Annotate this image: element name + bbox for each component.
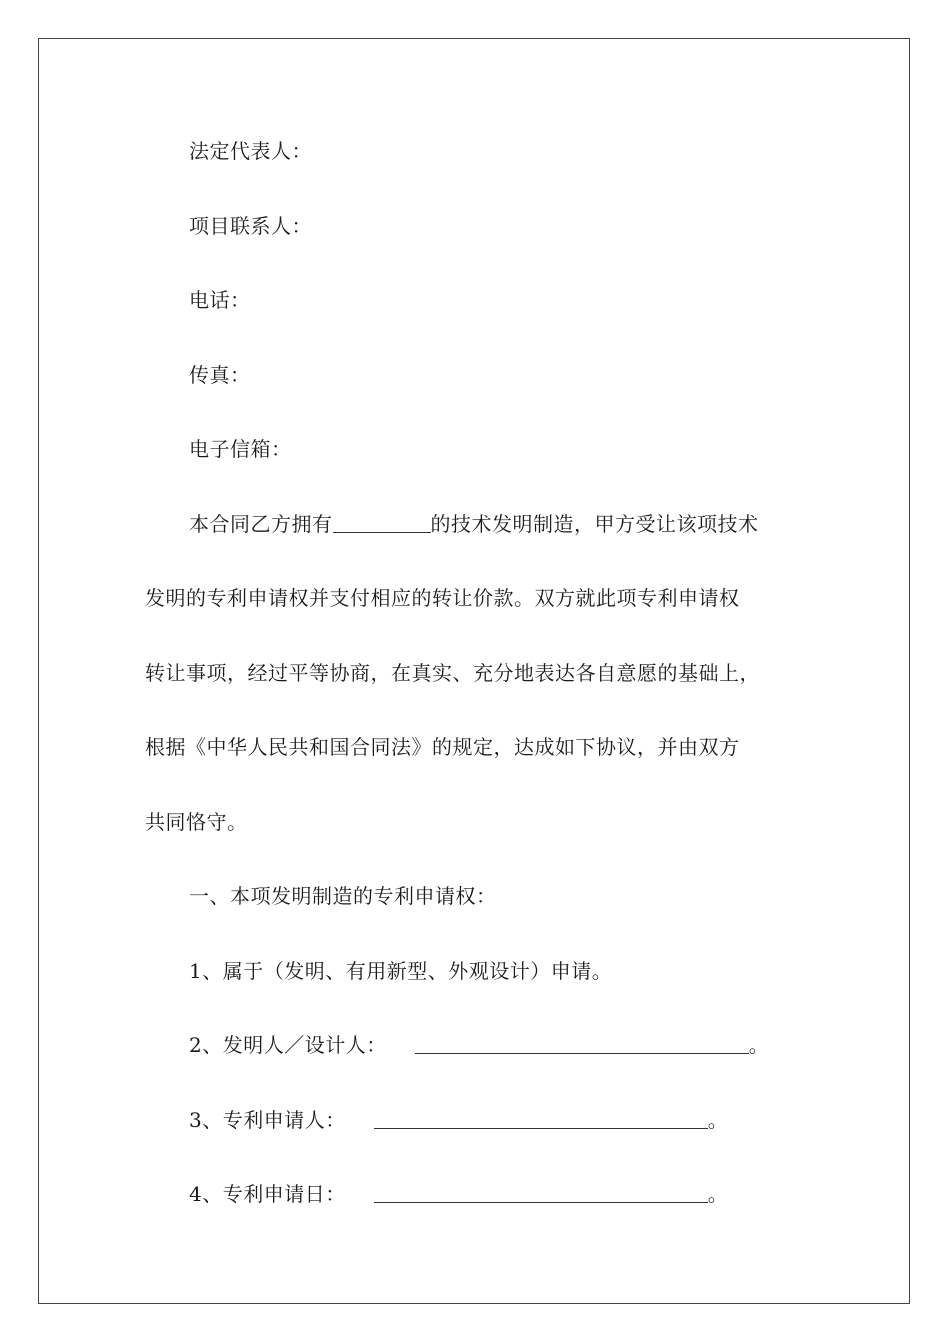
legal-representative-field: 法定代表人： bbox=[189, 139, 312, 163]
application-date-label: 4、专利申请日： bbox=[189, 1182, 346, 1206]
applicant-blank bbox=[374, 1100, 708, 1129]
phone-field: 电话： bbox=[189, 288, 251, 312]
intro-line-3: 转让事项，经过平等协商，在真实、充分地表达各自意愿的基础上， bbox=[145, 660, 760, 685]
section-1-item-4 bbox=[145, 1171, 810, 1246]
section-1-heading: 一、本项发明制造的专利申请权： bbox=[189, 884, 497, 908]
inventor-blank bbox=[415, 1025, 749, 1054]
section-1-item-2 bbox=[145, 1022, 810, 1097]
email-field: 电子信箱： bbox=[189, 437, 292, 461]
item-4-period: 。 bbox=[707, 1182, 729, 1206]
intro-line-4: 根据《中华人民共和国合同法》的规定，达成如下协议，并由双方 bbox=[145, 735, 740, 759]
applicant-label: 3、专利申请人： bbox=[189, 1107, 346, 1132]
application-date-blank bbox=[374, 1174, 708, 1203]
project-contact-field: 项目联系人： bbox=[189, 213, 312, 238]
section-1-item-3 bbox=[145, 1097, 810, 1172]
item-2-period: 。 bbox=[748, 1033, 770, 1057]
intro-text-after-blank: 的技术发明制造，甲方受让该项技术 bbox=[430, 511, 759, 536]
intro-line-2: 发明的专利申请权并支付相应的转让价款。双方就此项专利申请权 bbox=[145, 586, 740, 610]
intro-line-5: 共同恪守。 bbox=[145, 809, 248, 834]
fax-field: 传真： bbox=[189, 362, 251, 387]
invention-name-blank bbox=[333, 504, 431, 533]
document-body bbox=[145, 128, 810, 1246]
intro-text-before-blank: 本合同乙方拥有 bbox=[189, 511, 333, 536]
section-1-item-1: 1、属于（发明、有用新型、外观设计）申请。 bbox=[189, 958, 613, 983]
intro-line-1 bbox=[145, 501, 810, 576]
inventor-label: 2、发明人／设计人： bbox=[189, 1033, 387, 1057]
item-3-period: 。 bbox=[707, 1107, 729, 1132]
